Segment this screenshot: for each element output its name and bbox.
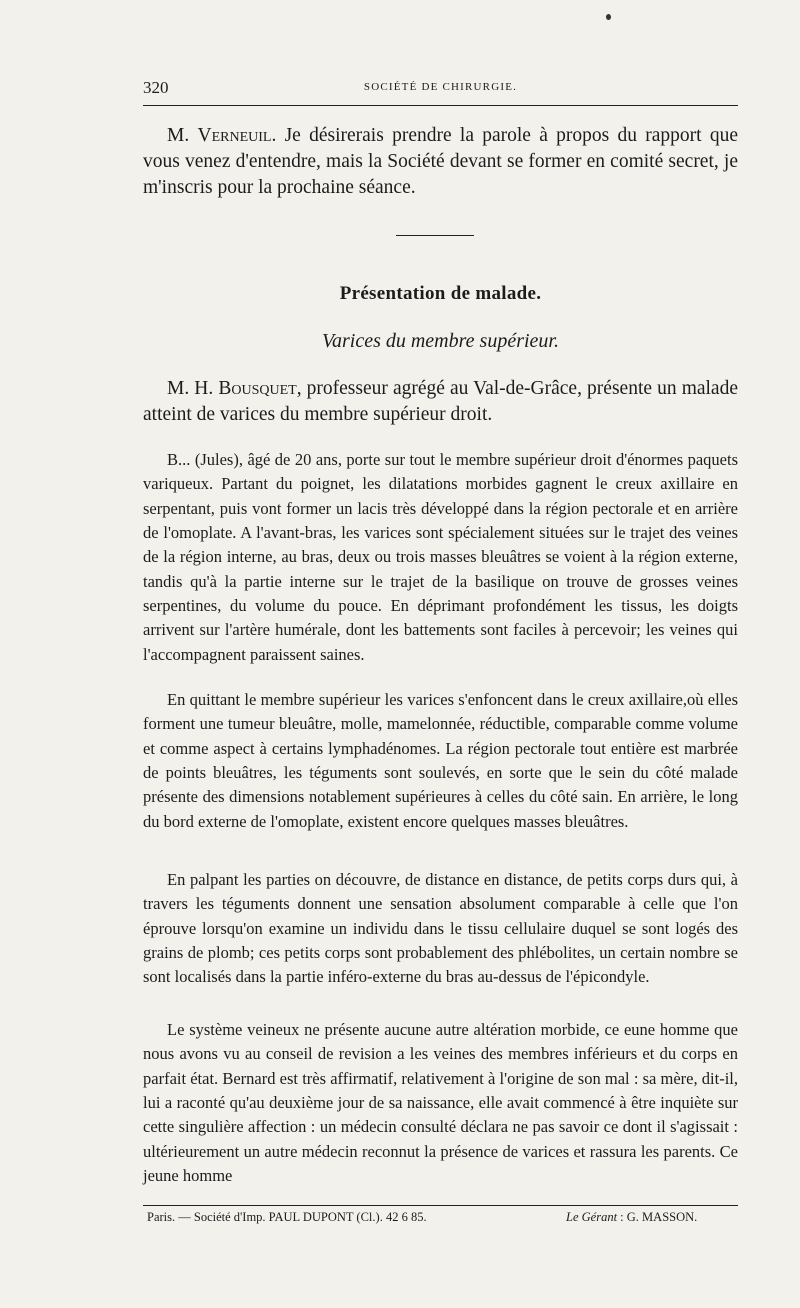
manager-imprint — [566, 1210, 697, 1225]
section-divider — [396, 235, 474, 236]
presenter-prefix: M. H. — [167, 378, 219, 399]
ink-speck — [606, 14, 611, 20]
intro-paragraph — [143, 123, 738, 201]
running-title: SOCIÉTÉ DE CHIRURGIE. — [363, 81, 518, 93]
case-paragraph-1: B... (Jules), âgé de 20 ans, porte sur tout le membre supérieur droit d'énormes paquets variqueux. Partant du poignet, les dilatations morbides gagnent le creux axillaire en serpentant, puis vont former un lacis très développé dans la région pectorale et en arrière de l'omoplate. A l'avant-bras, les varices sont spécialement situées sur le trajet des veines de la région interne, au bras, deux ou trois masses bleuâtres se voient à la région externe, tandis qu'à la partie interne sur le trajet de la basilique on trouve de grosses veines serpentines, du volume du pouce. En déprimant profondément les tissus, les doigts arrivent sur l'artère humérale, dont les battements sont faciles à percevoir; les veines qui l'accompagnent paraissent saines. — [143, 450, 738, 664]
intro-speaker-name: Verneuil — [197, 125, 272, 146]
manager-label: Le Gérant — [566, 1210, 618, 1224]
case-paragraph-2: En quittant le membre supérieur les varices s'enfoncent dans le creux axillaire,où elles forment une tumeur bleuâtre, molle, mamelonnée, réductible, comparable comme volume et comme aspect à certains lymphadénomes. La région pectorale tout entière est marbrée de points bleuâtres, les téguments sont soulevés, en sorte que le sein du côté malade présente des dimensions notablement supérieures à celles du côté sain. En arrière, le long du bord externe de l'omoplate, existent encore quelques masses bleuâtres. — [143, 690, 738, 831]
printer-imprint: Paris. — Société d'Imp. PAUL DUPONT (Cl.). 42 6 85. — [147, 1210, 427, 1224]
presenter-paragraph — [143, 376, 738, 428]
page-number: 320 — [143, 78, 169, 97]
presenter-name: Bousquet — [218, 378, 297, 399]
section-heading: Présentation de malade. — [339, 283, 542, 304]
case-paragraph-4: Le système veineux ne présente aucune autre altération morbide, ce eune homme que nous avons vu au conseil de revision a les veines des membres inférieurs et du corps en parfait état. Bernard est très affirmatif, relativement à l'origine de son mal : sa mère, dit-il, lui a raconté qu'au deuxième jour de sa naissance, elle avait commencé à être inquiète sur cette singulière affection : un médecin consulté déclara ne pas savoir ce dont il s'agissait : ultérieurement un autre médecin reconnut la présence de varices et rassura les parents. Ce jeune homme — [143, 1020, 738, 1186]
footer-rule — [143, 1205, 738, 1206]
intro-text: . Je désirerais prendre la parole à propos du rapport que vous venez d'entendre, mais la Société devant se former en comité secret, je m'inscris pour la prochaine séance. — [143, 125, 738, 198]
intro-speaker-prefix: M. — [167, 125, 198, 146]
presenter-text: , professeur agrégé au Val-de-Grâce, présente un malade atteint de varices du membre supérieur droit. — [143, 378, 738, 425]
manager-name: : G. MASSON. — [617, 1210, 698, 1224]
section-subheading: Varices du membre supérieur. — [321, 330, 559, 352]
case-paragraph-3: En palpant les parties on découvre, de distance en distance, de petits corps durs qui, à travers les téguments donnent une sensation absolument comparable à celle que l'on éprouve lorsqu'on examine un individu dans le tissu cellulaire duquel se sont logés des grains de plomb; ces petits corps sont probablement des phlébolites, un certain nombre se sont localisés dans la partie inféro-externe du bras au-dessus de l'épicondyle. — [143, 870, 738, 987]
header-rule — [143, 105, 738, 106]
running-header — [143, 78, 738, 100]
